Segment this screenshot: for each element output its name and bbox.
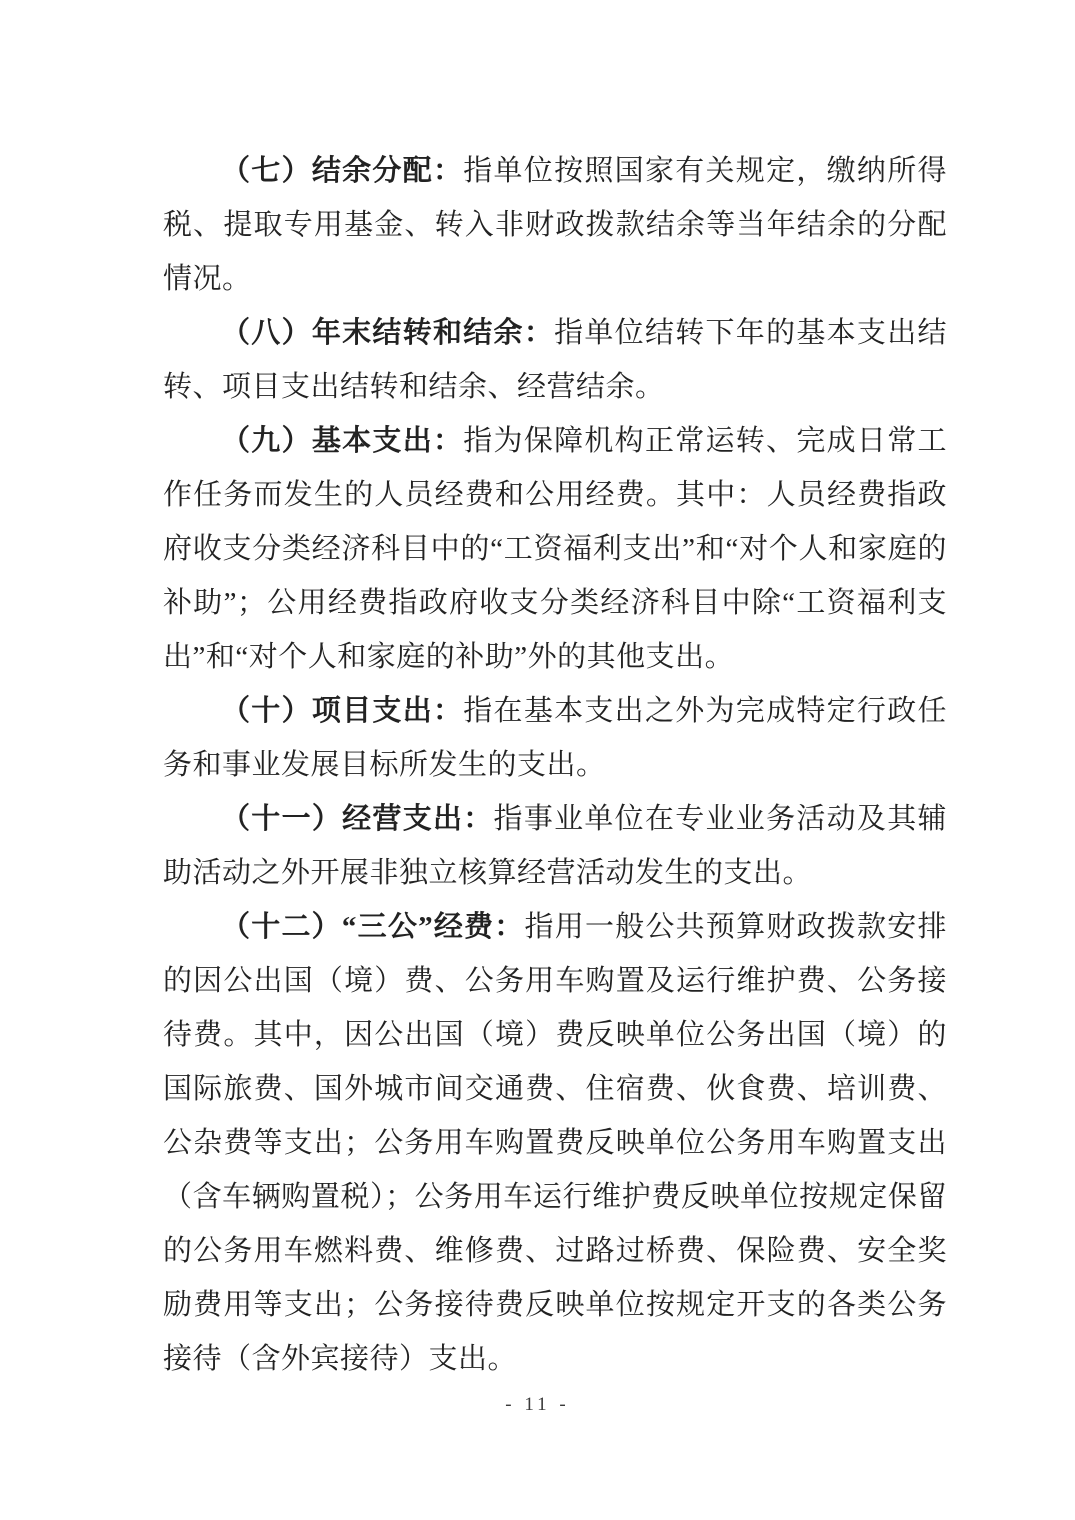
document-body <box>163 144 947 1386</box>
term-definition-11: 指事业单位在专业业务活动及其辅助活动之外开展非独立核算经营活动发生的支出。 <box>163 803 947 889</box>
term-label-8: （八）年末结转和结余： <box>221 317 555 349</box>
term-definition-7: 指单位按照国家有关规定，缴纳所得税、提取专用基金、转入非财政拨款结余等当年结余的分配情况。 <box>163 155 947 295</box>
term-definition-8: 指单位结转下年的基本支出结转、项目支出结转和结余、经营结余。 <box>163 317 947 403</box>
definition-paragraph-12 <box>163 900 947 1386</box>
term-label-11: （十一）经营支出： <box>221 803 494 835</box>
term-label-12: （十二）“三公”经费： <box>221 911 525 943</box>
definition-paragraph-7 <box>163 144 947 306</box>
definition-paragraph-9 <box>163 414 947 684</box>
term-label-10: （十）项目支出： <box>221 695 464 727</box>
definition-paragraph-10 <box>163 684 947 792</box>
term-definition-9: 指为保障机构正常运转、完成日常工作任务而发生的人员经费和公用经费。其中：人员经费指政府收支分类经济科目中的“工资福利支出”和“对个人和家庭的补助”；公用经费指政府收支分类经济科目中除“工资福利支出”和“对个人和家庭的补助”外的其他支出。 <box>163 425 947 673</box>
definition-paragraph-8 <box>163 306 947 414</box>
term-definition-10: 指在基本支出之外为完成特定行政任务和事业发展目标所发生的支出。 <box>163 695 947 781</box>
definition-paragraph-11 <box>163 792 947 900</box>
term-definition-12: 指用一般公共预算财政拨款安排的因公出国（境）费、公务用车购置及运行维护费、公务接待费。其中，因公出国（境）费反映单位公务出国（境）的国际旅费、国外城市间交通费、住宿费、伙食费、培训费、公杂费等支出；公务用车购置费反映单位公务用车购置支出（含车辆购置税）；公务用车运行维护费反映单位按规定保留的公务用车燃料费、维修费、过路过桥费、保险费、安全奖励费用等支出；公务接待费反映单位按规定开支的各类公务接待（含外宾接待）支出。 <box>163 911 947 1375</box>
term-label-7: （七）结余分配： <box>221 155 464 187</box>
page-number: - 11 - <box>505 1394 570 1415</box>
term-label-9: （九）基本支出： <box>221 425 464 457</box>
